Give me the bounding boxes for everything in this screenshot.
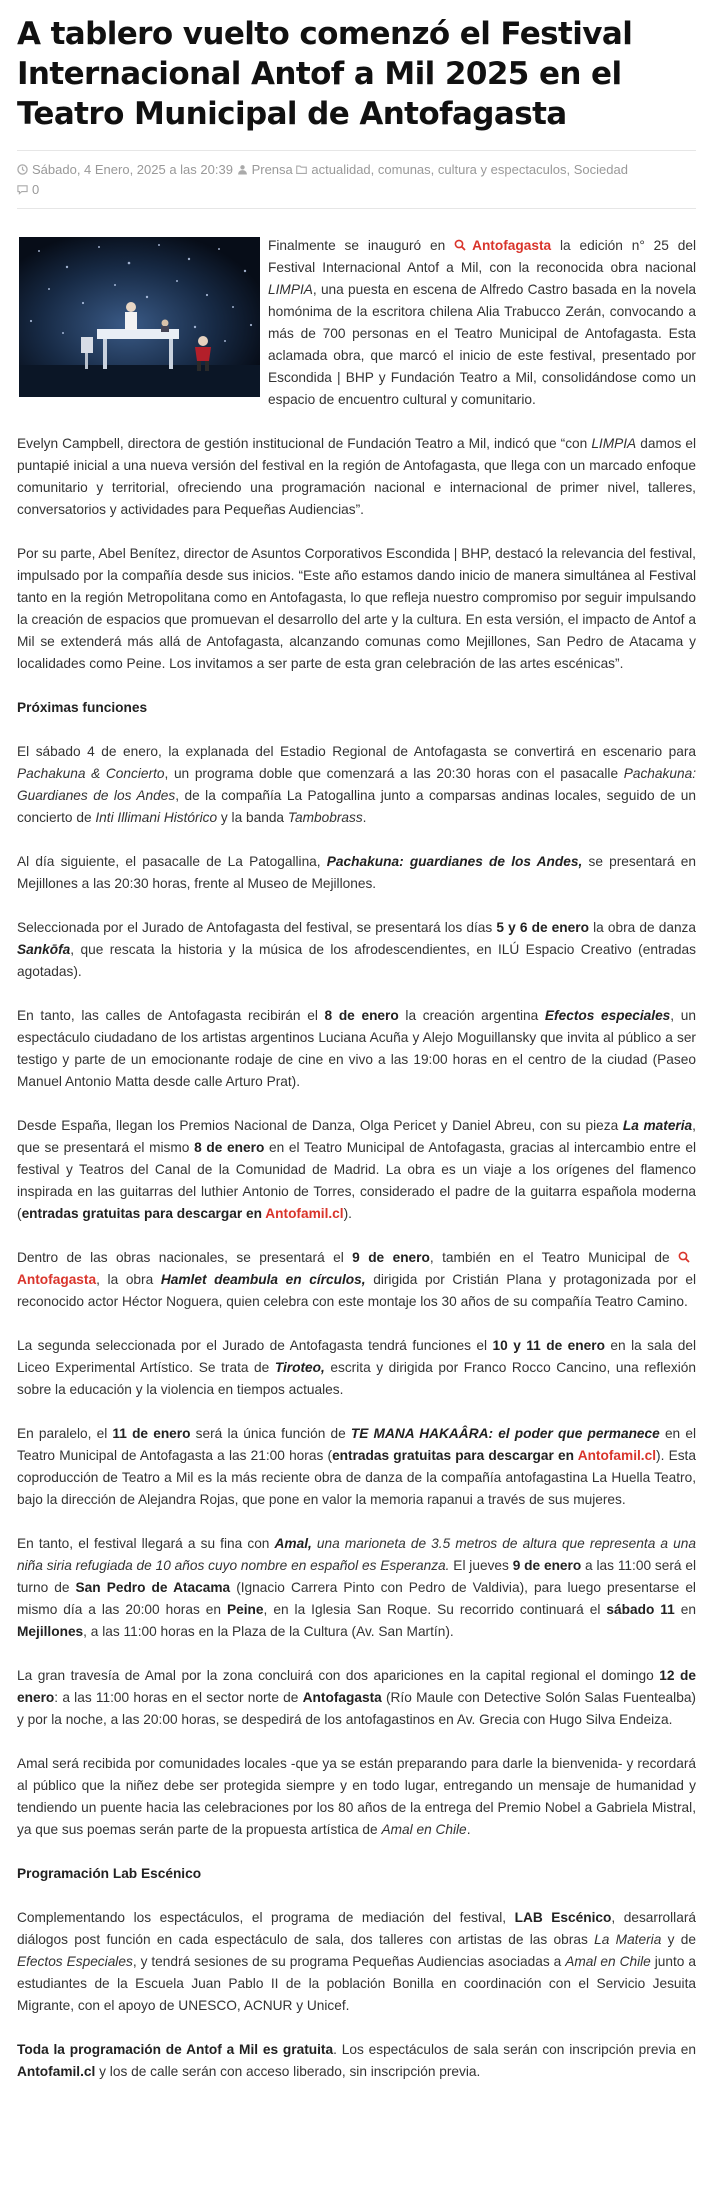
text-run: , desarrollará diálogos post función en cada espectáculo de sala, dos talleres con artistas de las obras — [17, 1910, 696, 1947]
paragraph — [17, 1335, 696, 1401]
category-link[interactable]: comunas — [377, 162, 431, 177]
paragraph — [17, 1533, 696, 1643]
text-run: Antofagasta — [302, 1690, 382, 1705]
text-run: sábado 11 — [606, 1602, 675, 1617]
text-run: . — [362, 810, 367, 825]
antofamil-link[interactable]: Antofamil.cl — [577, 1448, 657, 1463]
paragraph — [17, 741, 696, 829]
paragraph — [17, 917, 696, 983]
text-run: Al día siguiente, el pasacalle de La Patogallina, — [17, 854, 327, 869]
text-run: . — [466, 1822, 471, 1837]
text-run: , de la compañía La Patogallina junto a comparsas andinas locales, seguido de un concierto de — [17, 788, 696, 825]
text-run: LAB Escénico — [514, 1910, 612, 1925]
text-run: , a las 11:00 horas en la Plaza de la Cultura (Av. San Martín). — [83, 1624, 454, 1639]
text-run: Pachakuna: guardianes de los Andes, — [326, 854, 583, 869]
text-run: y los de calle serán con acceso liberado, sin inscripción previa. — [95, 2064, 481, 2079]
text-run: La gran travesía de Amal por la zona concluirá con dos apariciones en la capital regional el domingo — [17, 1668, 660, 1683]
text-run: , en la Iglesia San Roque. Su recorrido continuará el — [263, 1602, 607, 1617]
text-run: , y tendrá sesiones de su programa Pequeñas Audiencias asociadas a — [132, 1954, 566, 1969]
text-run: , también en el Teatro Municipal de — [429, 1250, 678, 1265]
paragraph — [17, 1423, 696, 1511]
comment-icon — [17, 184, 28, 195]
section-heading: Próximas funciones — [17, 700, 148, 715]
text-run: 9 de enero — [352, 1250, 430, 1265]
text-run: Amal en Chile — [565, 1954, 651, 1969]
paragraph: Por su parte, Abel Benítez, director de Asuntos Corporativos Escondida | BHP, destacó la relevancia del festival, impulsado por la compañía desde sus inicios. “Este año estamos dando inicio de manera simultánea al Festival tanto en la región Metropolitana como en Antofagasta, lo que refleja nuestro compromiso por seguir impulsando la creación de espacios que promuevan el desarrollo del arte y la cultura. En esta versión, el impacto de Antof a Mil se extenderá más allá de Antofagasta, alcanzando comunas como Mejillones, San Pedro de Atacama y localidades como Peine. Los invitamos a ser parte de esta gran celebración de las artes escénicas”. — [17, 546, 696, 671]
text-run: 9 de enero — [512, 1558, 582, 1573]
text-run: La segunda seleccionada por el Jurado de Antofagasta tendrá funciones el — [17, 1338, 493, 1353]
article-title: A tablero vuelto comenzó el Festival Internacional Antof a Mil 2025 en el Teatro Municipal de Antofagasta — [17, 16, 633, 132]
text-run: , que rescata la historia y la música de los afrodescendientes, en ILÚ Espacio Creativo (entradas agotadas). — [17, 942, 696, 979]
text-run: (Ignacio Carrera Pinto con Pedro de Valdivia), para luego presentarse el mismo día a las 20:00 horas en — [17, 1580, 696, 1617]
text-run: 5 y 6 de enero — [496, 920, 589, 935]
paragraph — [17, 1247, 696, 1313]
text-run: La Materia — [594, 1932, 662, 1947]
post-meta — [17, 150, 696, 209]
keyword-link-antofagasta[interactable]: Antofagasta — [17, 1250, 696, 1287]
post-author[interactable]: Prensa — [237, 162, 297, 177]
text-run: en el Teatro Municipal de Antofagasta, gracias al intercambio entre el festival y Teatros del Canal de la Comunidad de Madrid. La obra es un viaje a los orígenes del flamenco inspirada en las guitarras del luthier Antonio de Torres, considerado el padre de la guitarra española moderna ( — [17, 1140, 697, 1221]
post-date: Sábado, 4 Enero, 2025 a las 20:39 — [17, 162, 237, 177]
text-run: Efectos Especiales — [17, 1954, 133, 1969]
text-run: se presentará en Mejillones a las 20:30 horas, frente al Museo de Mejillones. — [17, 854, 696, 891]
text-run — [327, 854, 583, 869]
paragraph — [17, 1115, 696, 1225]
category-link[interactable]: Sociedad — [573, 162, 628, 177]
folder-icon — [296, 164, 307, 175]
text-run: : a las 11:00 horas en el sector norte de — [54, 1690, 303, 1705]
text-run: En tanto, el festival llegará a su fina con — [17, 1536, 275, 1551]
text-run: TE MANA HAKAÂRA: el poder que permanece — [350, 1426, 660, 1441]
paragraph — [17, 851, 696, 895]
text-run: 8 de enero — [324, 1008, 399, 1023]
text-run — [275, 1536, 312, 1551]
antofamil-link[interactable]: Antofamil.cl — [17, 2064, 96, 2079]
text-run: Amal en Chile — [381, 1822, 467, 1837]
text-run — [545, 1008, 670, 1023]
text-run: en el Teatro Municipal de Antofagasta a las 21:00 horas ( — [17, 1426, 696, 1463]
post-categories: actualidad, comunas, cultura y espectaculos, Sociedad — [296, 162, 628, 177]
section-heading: Programación Lab Escénico — [17, 1866, 202, 1881]
text-run: Seleccionada por el Jurado de Antofagasta del festival, se presentará los días — [17, 920, 497, 935]
text-run: La materia — [622, 1118, 693, 1133]
text-run: dirigida por Cristián Plana y protagonizada por el reconocido actor Héctor Noguera, quien celebra con este montaje los 30 años de su compañía Teatro Camino. — [17, 1272, 697, 1309]
text-run: 10 y 11 de enero — [492, 1338, 605, 1353]
text-run: 8 de enero — [194, 1140, 265, 1155]
text-run: , la obra — [96, 1272, 161, 1287]
text-run: , un programa doble que comenzará a las 20:30 horas con el pasacalle — [164, 766, 624, 781]
search-icon — [678, 1251, 690, 1263]
text-run: Efectos especiales — [544, 1008, 671, 1023]
paragraph — [17, 1005, 696, 1093]
text-run: Mejillones — [17, 1624, 84, 1639]
text-run — [161, 1272, 366, 1287]
text-run: Dentro de las obras nacionales, se presentará el — [17, 1250, 353, 1265]
text-run: 12 de enero — [17, 1668, 696, 1705]
post-comments[interactable]: 0 — [17, 182, 39, 197]
search-icon — [454, 239, 466, 251]
text-run — [17, 942, 70, 957]
paragraph — [17, 2039, 696, 2083]
text-run: Amal, — [274, 1536, 312, 1551]
text-run: Amal será recibida por comunidades locales -que ya se están preparando para darle la bienvenida- y recordará al público que la niñez debe ser protegida siempre y en todo lugar, entregando un mensaje de humanidad y tendiendo un puente hacia las celebraciones por los 80 años de la entrega del Premio Nobel a Gabriela Mistral, ya que sus poemas serán parte de la propuesta artística de — [17, 1756, 696, 1837]
text-run: . Los espectáculos de sala serán con inscripción previa en — [333, 2042, 697, 2057]
category-link[interactable]: actualidad — [311, 162, 371, 177]
text-run: en la sala del Liceo Experimental Artístico. Se trata de — [17, 1338, 697, 1375]
text-run: 11 de enero — [112, 1426, 191, 1441]
category-link[interactable]: cultura y espectaculos — [437, 162, 567, 177]
text-run: la obra de danza — [588, 920, 697, 935]
text-run: a las 11:00 será el turno de — [17, 1558, 696, 1595]
text-run: Tambobrass — [287, 810, 363, 825]
text-run: El sábado 4 de enero, la explanada del Estadio Regional de Antofagasta se convertirá en escenario para — [17, 744, 696, 759]
text-run: ). — [343, 1206, 352, 1221]
text-run: En tanto, las calles de Antofagasta recibirán el — [17, 1008, 325, 1023]
paragraph — [17, 1907, 696, 2017]
text-run: En paralelo, el — [17, 1426, 113, 1441]
text-run: en — [674, 1602, 696, 1617]
text-run: entradas gratuitas para descargar en — [21, 1206, 266, 1221]
text-run: Sankōfa — [17, 942, 71, 957]
keyword-link-antofagasta[interactable]: Antofagasta — [454, 238, 551, 253]
text-run: Peine — [227, 1602, 264, 1617]
text-run: junto a estudiantes de la Escuela Juan Pablo II de la población Bonilla en coordinación con el Servicio Jesuita Migrante, con el apoyo de UNESCO, ACNUR y Unicef. — [17, 1954, 696, 2013]
text-run: Pachakuna & Concierto — [17, 766, 165, 781]
text-run: , un espectáculo ciudadano de los artistas argentinos Luciana Acuña y Alejo Moguillansky que invita al público a ser testigo y parte de un emocionante rodaje de cine en vivo a las 19:00 horas en el centro de la ciudad (Paseo Manuel Antonio Matta desde calle Arturo Prat). — [17, 1008, 696, 1089]
user-icon — [237, 164, 248, 175]
text-run: y de — [661, 1932, 697, 1947]
text-run: la creación argentina — [398, 1008, 545, 1023]
text-run: Toda la programación de Antof a Mil es gratuita — [17, 2042, 334, 2057]
clock-icon — [17, 164, 28, 175]
article-body — [17, 235, 696, 2083]
text-run: Pachakuna: Guardianes de los Andes — [17, 766, 696, 803]
text-run — [623, 1118, 692, 1133]
text-run: (Río Maule con Detective Solón Salas Fuentealba) y por la noche, a las 20:00 horas, se despedirá de los antofagastinos en Av. Grecia con Hugo Silva Endeiza. — [17, 1690, 696, 1727]
text-run — [351, 1426, 660, 1441]
text-run: entradas gratuitas para descargar en — [332, 1448, 578, 1463]
text-run: y la banda — [217, 810, 288, 825]
text-run: San Pedro de Atacama — [75, 1580, 231, 1595]
paragraph: Evelyn Campbell, directora de gestión institucional de Fundación Teatro a Mil, indicó que “con LIMPIA damos el puntapié inicial a una nueva versión del festival en la región de Antofagasta, que llega con un marcado enfoque comunitario y territorial, ofreciendo una programación nacional e internacional de primer nivel, talleres, conversatorios y actividades para Pequeñas Audiencias”. — [17, 436, 696, 517]
text-run: Hamlet deambula en círculos, — [160, 1272, 366, 1287]
paragraph: Finalmente se inauguró en Antofagasta la edición n° 25 del Festival Internacional Antof a Mil, con la reconocida obra nacional LIMPIA, una puesta en escena de Alfredo Castro basada en la novela homónima de la escritora chilena Alia Trabucco Zerán, convocando a más de 700 personas en el Teatro Municipal de Antofagasta. Esta aclamada obra, que marcó el inicio de este festival, presentado por Escondida | BHP y Fundación Teatro a Mil, consolidándose como un espacio de encuentro cultural y comunitario. — [17, 235, 696, 411]
paragraph — [17, 1753, 696, 1841]
text-run: Complementando los espectáculos, el programa de mediación del festival, — [17, 1910, 515, 1925]
antofamil-link[interactable]: Antofamil.cl — [265, 1206, 344, 1221]
text-run: Tiroteo, — [274, 1360, 325, 1375]
text-run: Desde España, llegan los Premios Nacional de Danza, Olga Pericet y Daniel Abreu, con su pieza — [17, 1118, 623, 1133]
paragraph — [17, 1665, 696, 1731]
text-run: escrita y dirigida por Franco Rocco Cancino, una reflexión sobre la educación y la violencia en tiempos actuales. — [17, 1360, 696, 1397]
text-run: Inti Illimani Histórico — [95, 810, 218, 825]
text-run: El jueves — [449, 1558, 513, 1573]
text-run: , que se presentará el mismo — [17, 1118, 696, 1155]
text-run: será la única función de — [190, 1426, 351, 1441]
text-run — [275, 1360, 325, 1375]
text-run: una marioneta de 3.5 metros de altura que representa a una niña siria refugiada de 10 años cuyo nombre en español es Esperanza. — [17, 1536, 696, 1573]
text-run: ). Esta coproducción de Teatro a Mil es la más reciente obra de danza de la compañía antofagastina La Huella Teatro, bajo la dirección de Alejandra Rojas, que pone en valor la memoria rapanui a través de sus mujeres. — [17, 1448, 696, 1507]
article-photo — [19, 237, 260, 397]
